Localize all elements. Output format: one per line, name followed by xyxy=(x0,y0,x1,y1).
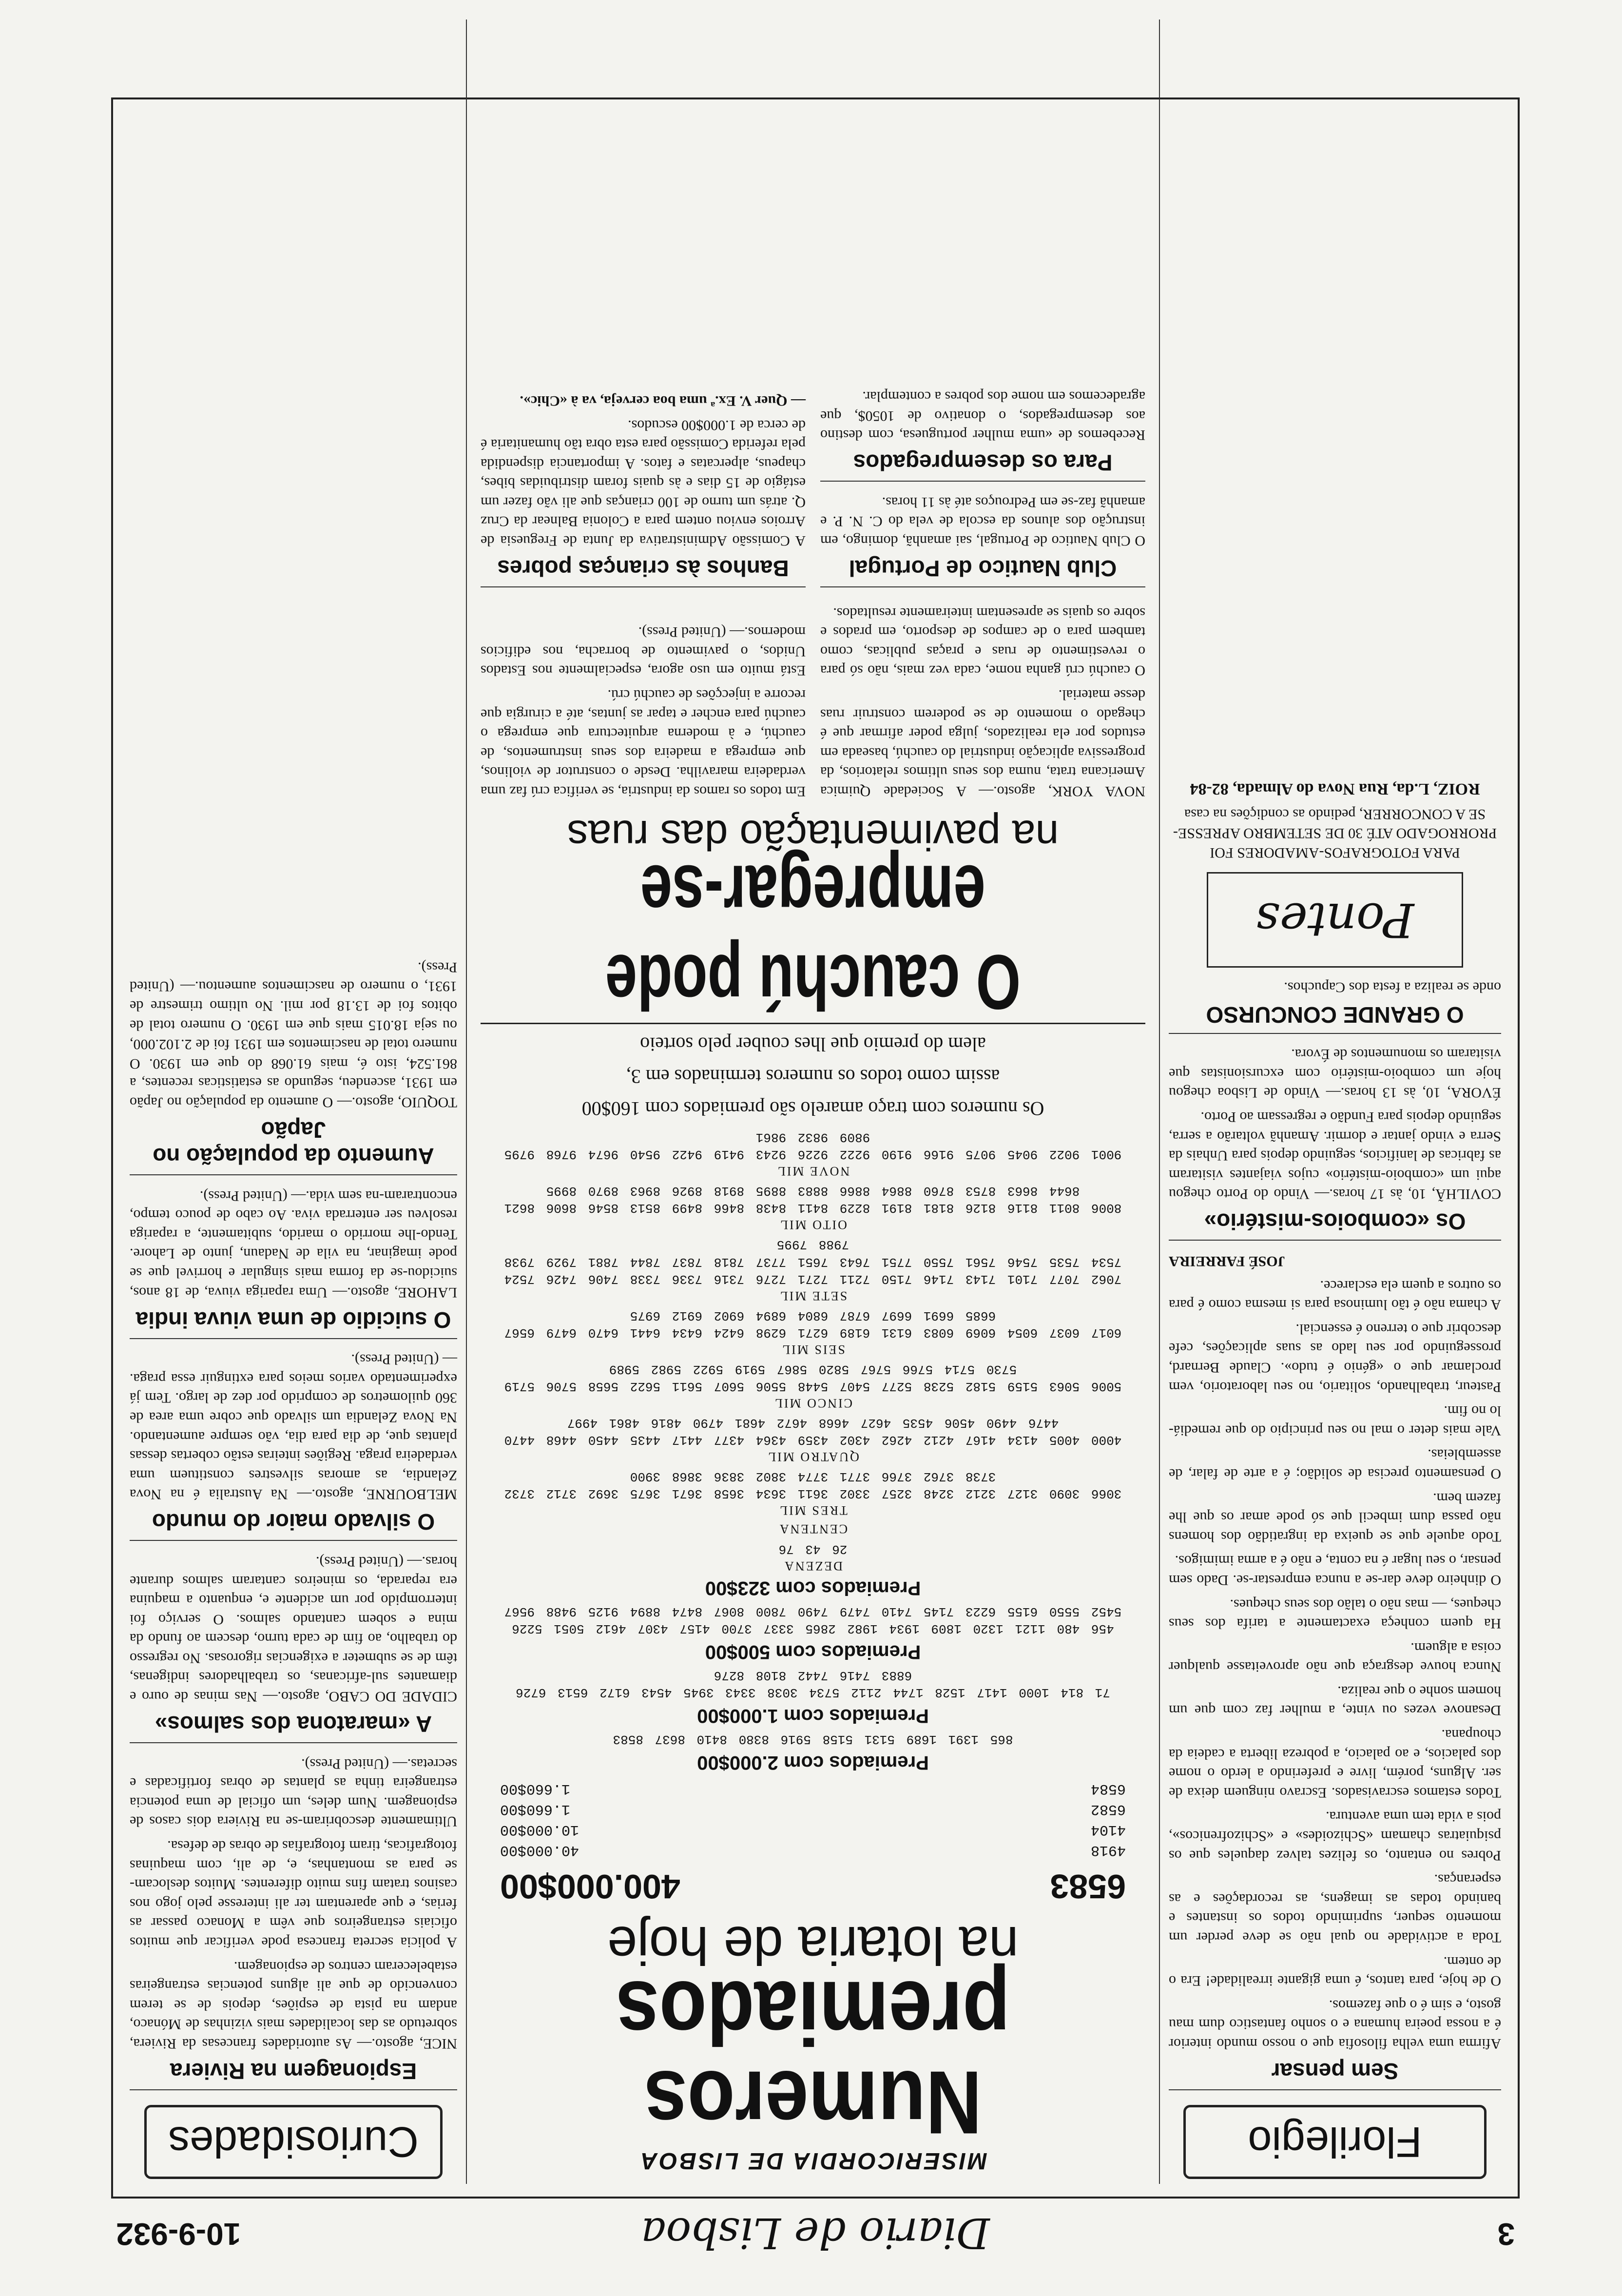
masthead: Diario de Lisboa xyxy=(641,2208,990,2257)
centena-label: CENTENA xyxy=(778,1522,848,1537)
desempregados-heading: Para os desempregados xyxy=(820,449,1145,482)
rubber-article xyxy=(481,598,1145,801)
number-grid: 865 1391 1689 5131 5158 5916 8380 8410 8637 8583 xyxy=(613,1732,1013,1747)
category-label: SEIS MIL xyxy=(781,1342,845,1357)
paragraph: O cauchú crú ganha nome, cada vez mais, não só para o revestimento de ruas e praças publicas, como tambem para o de campos de desporto, em prados e sobre os quais se apresentam inteiramente resultados. xyxy=(820,604,1145,679)
paragraph: Toda a actividade no qual não se deve perder um momento sequer, suprimindo todos os instantes e banindo todas as imagens, as recordações e as esperanças. xyxy=(1169,1871,1501,1946)
number-grid: 3066 3090 3127 3212 3248 3257 3302 3611 3634 3658 3671 3675 3692 3712 3732 3738 3762 3766 3771 3774 3802 3836 3868 3900 xyxy=(504,1469,1122,1501)
paragraph: O de hoje, para tantos, é uma gigante irrealidade! Era o de ontem. xyxy=(1169,1953,1501,1989)
left-column xyxy=(1159,19,1510,2184)
silvado-heading: O silvado maior do mundo xyxy=(130,1509,457,1541)
paragraph: A policia secreta francesa pode verificar que muitos oficiais estrangeiros que vêm a Monaco passar as ferias, e que aparentam ter ali interesse pelo jogo nos casinos tratam fins muito diferentes. Muitos deslocam-se para as montanhas, e, de ali, com maquinas fotograficas, tiram fotografias de obras de defesa. xyxy=(130,1838,457,1951)
section-header: Premiados com 323$00 xyxy=(705,1577,921,1599)
prize-row: 6582 1.660$00 xyxy=(500,1801,1126,1817)
issue-date: 10-9-932 xyxy=(116,2217,241,2252)
paragraph: Ultimamente descobriram-se na Riviera dois casos de espionagem. Num deles, um oficial de uma potencia estrangeira tinha as plantas de obras fortificadas e secretas.— (United Press). xyxy=(130,1755,457,1830)
first-prize-number: 6583 xyxy=(1050,1868,1126,1906)
misericordia-kicker: MISERICORDIA DE LISBOA xyxy=(638,2148,987,2174)
paragraph: MELBOURNE, agosto.— Na Australia é na Nova Zelandia, as amoras silvestres constituem uma verdadeira praga. Regiões inteiras estão cobertas dessas plantas que, de dia para dia, vão sempre aumentando. Na Nova Zelandia um silvado que cobre uma area de 360 quilometros de comprido por dez de largo. Tem já experimentado varios meios para extinguir essa praga.— (United Press). xyxy=(130,1351,457,1503)
first-prize xyxy=(500,1867,1126,1906)
prize-row: 6584 1.660$00 xyxy=(500,1780,1126,1797)
japao-heading: Aumento da população no Japão xyxy=(130,1117,457,1175)
paragraph: Vale mais deter o mal no seu principio do que remediá-lo no fim. xyxy=(1169,1403,1501,1439)
first-prize-amount: 400.000$00 xyxy=(500,1868,680,1906)
number-grid: 456 480 1121 1320 1809 1934 1982 2865 3337 3700 4157 4307 4612 5051 5226 5452 5550 6155 6223 7145 7410 7479 7490 7800 8067 8474 8894 9125 9488 9567 xyxy=(504,1604,1122,1636)
paragraph: O Club Nautico de Portugal, sai amanhã, domingo, em instrução dos alunos da escola de vela do C. N. P. e amanhã faz-se em Pedrouços até às 11 horas. xyxy=(820,494,1145,549)
paragraph: Nunca houve desgraça que não aproveitasse qualquer coisa a alguem. xyxy=(1169,1639,1501,1675)
right-column xyxy=(121,19,467,2184)
rubber-headline: O cauchú pode empregar-se xyxy=(605,849,1021,1025)
number-grid: 4000 4005 4134 4167 4212 4262 4302 4359 4364 4377 4417 4435 4450 4468 4470 4476 4490 4506 4535 4627 4668 4672 4681 4790 4816 4861 4997 xyxy=(504,1416,1122,1448)
sem-pensar-heading: Sem pensar xyxy=(1169,2058,1501,2090)
advert-logo: Pontes xyxy=(1207,872,1463,968)
paragraph: Afirma uma velha filosofia que o nosso mundo interior é a nossa poeira humana e o sonho fantastico dum mau gosto, e sim é o que fazemos. xyxy=(1169,1997,1501,2052)
yellow-line-note-2: assim como todos os numeros terminados em 3, xyxy=(626,1066,1000,1088)
dezena-label: DEZENA xyxy=(783,1558,843,1573)
paragraph: NOVA YORK, agosto.— A Sociedade Quimica Americana trata, numa dos seus ultimos relatorios, da progressiva aplicação industrial do cauchú, baseada em estudos por ela realizados, julga poder afirmar que é chegado o momento de se poderem construir ruas desse material. xyxy=(820,687,1145,800)
concurso-heading: O GRANDE CONCURSO xyxy=(1169,1002,1501,1034)
category-label: OITO MIL xyxy=(779,1218,847,1232)
paragraph: Recebemos de «uma mulher portuguesa, com destino aos desempregados, o donativo de 1050$, que agradecemos em nome dos pobres a contemplar. xyxy=(820,389,1145,444)
cerveja-advert: — Quer V. Ex.ª uma boa cerveja, va à «Chic». xyxy=(520,392,806,409)
suicidio-heading: O suicidio de uma viuva india xyxy=(130,1307,457,1339)
section-header: Premiados com 2.000$00 xyxy=(697,1752,929,1773)
number-grid: 9001 9022 9045 9075 9166 9190 9222 9226 9243 9419 9422 9540 9674 9768 9795 9809 9832 9861 xyxy=(504,1130,1122,1162)
paragraph: CIDADE DO CABO, agosto.— Nas minas de ouro e diamantes sul-africanas, os trabalhadores indigenas, têm de se submeter a exigencias rigorosas. No regresso do trabalho, ao fim de cada turno, descem ao fundo da mina e sobem cantando salmos. O serviço foi interrompido por um acidente e, enquanto a maquina era reparada, os mineiros cantaram salmos durante horas.— (United Press). xyxy=(130,1553,457,1705)
paragraph: ÉVORA, 10, às 13 horas.— Vindo de Lisboa chegou hoje um comboio-mistério com excursionistas que visitaram os monumentos de Évora. xyxy=(1169,1046,1501,1101)
banhos-heading: Banhos às crianças pobres xyxy=(481,555,806,587)
number-grid: 71 814 1000 1417 1528 1744 2112 5734 3038 3343 3945 4543 6172 6513 6726 6883 7416 7442 8108 8276 xyxy=(516,1668,1110,1700)
club-nautico-heading: Club Nautico de Portugal xyxy=(820,555,1145,587)
lottery-subtitle: na lotaria de hoje xyxy=(607,1915,1019,1975)
florilegio-box: Florilegio xyxy=(1183,2105,1487,2179)
paragraph: LAHORE, agosto.— Uma rapariga viuva, de 18 anos, suicidou-se da forma mais singular e horrivel que se pode imaginar, na vila de Nadaun, junto de Lahore. Tendo-lhe morrido o marido, subitamente, a rapariga resolveu ser enterrada viva. Ao cabo de pouco tempo, encontraram-na sem vida.— (United Press). xyxy=(130,1187,457,1301)
yellow-line-note-3: alem do premio que lhes couber pelo sorteio xyxy=(640,1033,986,1056)
number-grid: 6017 6037 6054 6069 6083 6131 6189 6271 6298 6424 6434 6441 6470 6479 6567 6685 6691 6697 6787 6804 6894 6902 6912 6975 xyxy=(504,1308,1122,1340)
advert-address: ROIZ, L.da, Rua Nova do Almada, 82-84 xyxy=(1190,780,1480,798)
paragraph: Ha quem conheça exactamente a tarifa dos seus cheques, — mas não o talão dos seus cheques. xyxy=(1169,1596,1501,1632)
paragraph: NICE, agosto.— As autoridades francesas da Riviera, sobretudo as das localidades mais vizinhas de Mónaco, andam na pista de espiões, depois de se terem convencido de que ali alguns potencias estrangeiras estabeleceram centros de espionagem. xyxy=(130,1958,457,2052)
paragraph: Todos estamos escravisados. Escravo ninguem deixa de ser. Alguns, porém, livre e preferindo a lerdo o nome dos palacios, e ao palacio, a pobreza liberta a cadeia da choupana. xyxy=(1169,1727,1501,1801)
paragraph: A chama não é tão luminosa para si mesma como é para os outros a quem ela esclarece. xyxy=(1169,1277,1501,1313)
curiosidades-box: Curiosidades xyxy=(144,2105,443,2179)
yellow-line-note: Os numeros com traço amarelo são premiados com 160$00 xyxy=(581,1098,1044,1120)
page-header xyxy=(111,2203,1520,2257)
section-header: Premiados com 1.000$00 xyxy=(697,1705,929,1727)
paragraph: COVILHÃ, 10, às 17 horas.— Vindo do Porto chegou aqui um «comboio-mistério» cujos viajantes visitaram as fabricas de lanificios, seguindo depois para Unhais da Serra e vindo jantar e dormir. Amanhã voltarão a serra, seguindo depois para Fundão e regressam ao Porto. xyxy=(1169,1109,1501,1203)
category-label: NOVE MIL xyxy=(776,1164,850,1179)
rubber-subheadline: na pavimentação das ruas xyxy=(567,812,1059,859)
page-number: 3 xyxy=(1497,2217,1515,2252)
number-grid: 8006 8011 8116 8126 8181 8191 8229 8411 8438 8466 8499 8513 8546 8606 8621 8644 8663 8753 8760 8864 8866 8883 8895 8918 8926 8963 8970 8995 xyxy=(504,1184,1122,1216)
prize-list xyxy=(500,1778,1126,1860)
category-label: QUATRO MIL xyxy=(767,1450,859,1464)
paragraph: Todo aquele que se queixa da ingratidão dos homens não passa dum imbecil que só pode amar os que lhe fazem bem. xyxy=(1169,1490,1501,1545)
paragraph: Está muito em uso agora, especialmente nos Estados Unidos, o pavimento de borracha, nos edificios modernos.— (United Press). xyxy=(481,624,806,679)
paragraph: TOQUIO, agosto.— O aumento da população no Japão em 1931, ascendeu, segundo as estatisticas recentes, a 861.524, isto é, mais 61.068 do que em 1930. O numero total de nascimentos em 1931 foi de 2.102.000, ou seja 18.015 mais que em 1930. O numero total de obitos foi de 13.18 por mil. No ultimo trimestre de 1931, o numero de nascimentos aumentou.— (United Press). xyxy=(130,959,457,1111)
paragraph: O dinheiro deve dar-se a nunca emprestar-se. Dado sem pensar, o seu lugar é na conta, e não é a arma imimigos. xyxy=(1169,1553,1501,1588)
category-label: TRES MIL xyxy=(778,1503,848,1518)
number-grid: 7062 7077 7101 7143 7146 7150 7211 7271 7276 7316 7336 7338 7406 7426 7524 7534 7535 7546 7561 7550 7751 7643 7651 7737 7818 7837 7844 7881 7929 7938 7988 7995 xyxy=(504,1237,1122,1286)
salmos-heading: A «maratona dos salmos» xyxy=(130,1711,457,1743)
lottery-title: Numeros premiados xyxy=(616,1963,1010,2153)
paragraph: A Comissão Administrativa da Junta de Freguesia de Arroios enviou ontem para a Colonia Balnear da Cruz Q. atrás um turno de 100 crianças que ali vão fazer um estágio de 15 dias e às quais foram distribuidas bibes, chapeus, alpercatas e fatos. A importancia dispendida pela referida Comissão para esta obra tão humanitaria é de cerca de 1.000$00 escudos. xyxy=(481,417,806,549)
comboios-heading: Os «comboios-mistério» xyxy=(1169,1208,1501,1241)
espionagem-heading: Espionagem na Riviera xyxy=(130,2058,457,2090)
prize-row: 4104 10.000$00 xyxy=(500,1821,1126,1838)
paragraph: O pensamento precisa de solidão; é a arte de falar, de assembleias. xyxy=(1169,1446,1501,1482)
paragraph: onde se realiza a festa dos Capuchos. xyxy=(1284,979,1501,995)
prize-row: 4918 40.000$00 xyxy=(500,1842,1126,1858)
advert-text: PARA FOTOGRAFOS-AMADORES FOI PRORROGADO ATÉ 30 DE SETEMBRO APRESSE-SE A CONCORRER, pedindo as condições na casa xyxy=(1173,806,1497,861)
number-grid: 26 43 76 xyxy=(778,1541,848,1557)
number-grid: 5006 5063 5159 5182 5238 5277 5407 5448 5506 5607 5611 5622 5658 5706 5719 5730 5714 5766 5767 5820 5867 5919 5922 5982 5989 xyxy=(504,1362,1122,1394)
section-header: Premiados com 500$00 xyxy=(705,1641,921,1663)
paragraph: Pobres no entanto, os felizes talvez daqueles que os psiquiatras chamam «Schizoides» e «Schizofrenicos», pois a vida tem uma aventura. xyxy=(1169,1809,1501,1864)
category-label: SETE MIL xyxy=(778,1288,848,1303)
bottom-briefs xyxy=(481,382,1145,599)
paragraph: Desanove vezes ou vinte, a mulher faz com que um homem sonhe o que realiza. xyxy=(1169,1683,1501,1719)
paragraph: Em todos os ramos da industria, se verifica crú faz uma verdadeira maravilha. Desde o construtor de violinos, que emprega a madeira dos seus instrumentos, de cauchú, e à moderna arquitectura que emprega o cauchú para encher e tapar as juntas, até a cirurgia que recorre a injecções de cauchú crú. xyxy=(481,687,806,800)
middle-column xyxy=(472,19,1154,2184)
paragraph: Pasteur, trabalhando, solitario, no seu laboratorio, vem proclamar que o «génio é tudo». Claude Bernard, prosseguindo por seu lado as suas aplicações, cefe descobrir que o terreno é essencial. xyxy=(1169,1321,1501,1395)
signature: JOSÉ FARREIRA xyxy=(1169,1253,1285,1270)
category-label: CINCO MIL xyxy=(773,1396,853,1411)
